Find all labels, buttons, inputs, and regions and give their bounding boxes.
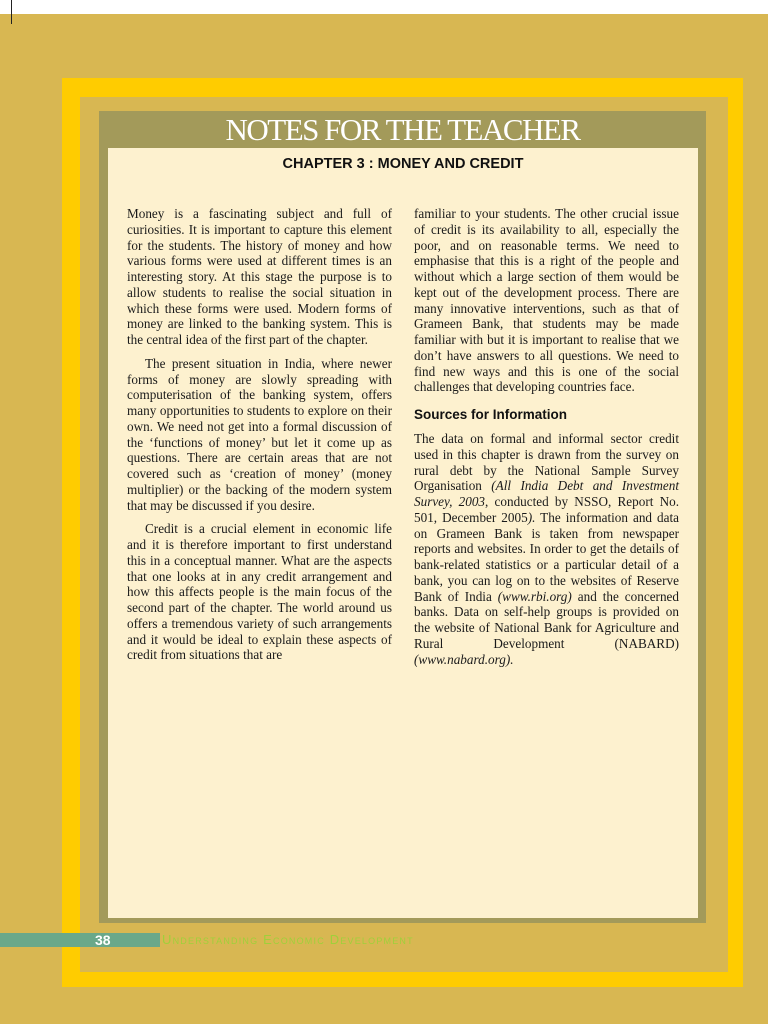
running-title: Understanding Economic Development (162, 932, 414, 947)
paragraph-sources (414, 431, 679, 667)
paragraph-credit: Credit is a crucial element in economic life and it is therefore important to first understand this in a conceptual manner. What are the aspects that one looks at in any credit arrangement and how this affects people is the main focus of the second part of the chapter. The world around us offers a tremendous variety of such arrangements and it would be ideal to explain these aspects of credit from situations that are (127, 521, 392, 663)
nabard-url: (www.nabard.org). (414, 651, 514, 667)
survey-close-italic: ). (527, 509, 536, 525)
paragraph-money-intro: Money is a fascinating subject and full of curiosities. It is important to capture this element for the students. The history of money and how various forms were used at different times is an interesting story. At this stage the purpose is to allow students to realise the social situation in which these forms were used. Modern forms of money are linked to the banking system. This is the central idea of the first part of the chapter. (127, 206, 392, 347)
left-column (127, 206, 392, 663)
page-title: NOTES FOR THE TEACHER (225, 112, 580, 147)
crop-mark (11, 0, 12, 24)
footer-bar (0, 933, 160, 947)
right-column (414, 206, 679, 667)
page-number: 38 (95, 932, 111, 948)
survey-title-italic: (All India Debt and Investment Survey, 2003 (414, 478, 679, 509)
sources-text-1: The data on formal and informal sector credit used in this chapter is drawn from the survey on rural debt by the National Sample Survey Organisation (414, 431, 679, 494)
sources-text-2: , conducted by NSSO, Report No. 501, December 2005 (414, 494, 680, 525)
paragraph-present-situation: The present situation in India, where newer forms of money are slowly spreading with computerisation of the banking system, offers many opportunities to students to explore on their own. We need not get into a formal discussion of the ‘functions of money’ but let it come up as questions. There are certain areas that are not covered such as ‘creation of money’ (money multiplier) or the backing of the modern system that may be discussed if you desire. (127, 355, 392, 513)
sources-text-4: and the concerned banks. Data on self-help groups is provided on the website of National Bank for Agriculture and Rural Development (NABARD) (414, 588, 679, 651)
sources-text-3: The information and data on Grameen Bank is taken from newspaper reports and websites. In order to get the details of bank-related statistics or a particular detail of a bank, you can log on to the websites of Reserve Bank of India (414, 509, 680, 604)
top-margin-strip (0, 0, 768, 14)
paragraph-credit-continued: familiar to your students. The other crucial issue of credit is its availability to all, especially the poor, and on reasonable terms. We need to emphasise that this is a right of the people and without which a large section of them would be kept out of the development process. There are many innovative interventions, such as that of Grameen Bank, that students may be made familiar with but it is important to realise that we don’t have answers to all questions. We need to find new ways and this is one of the social challenges that developing countries face. (414, 206, 679, 395)
sources-heading: Sources for Information (414, 407, 568, 422)
rbi-url: (www.rbi.org) (497, 588, 572, 604)
chapter-heading: CHAPTER 3 : MONEY AND CREDIT (282, 156, 524, 172)
